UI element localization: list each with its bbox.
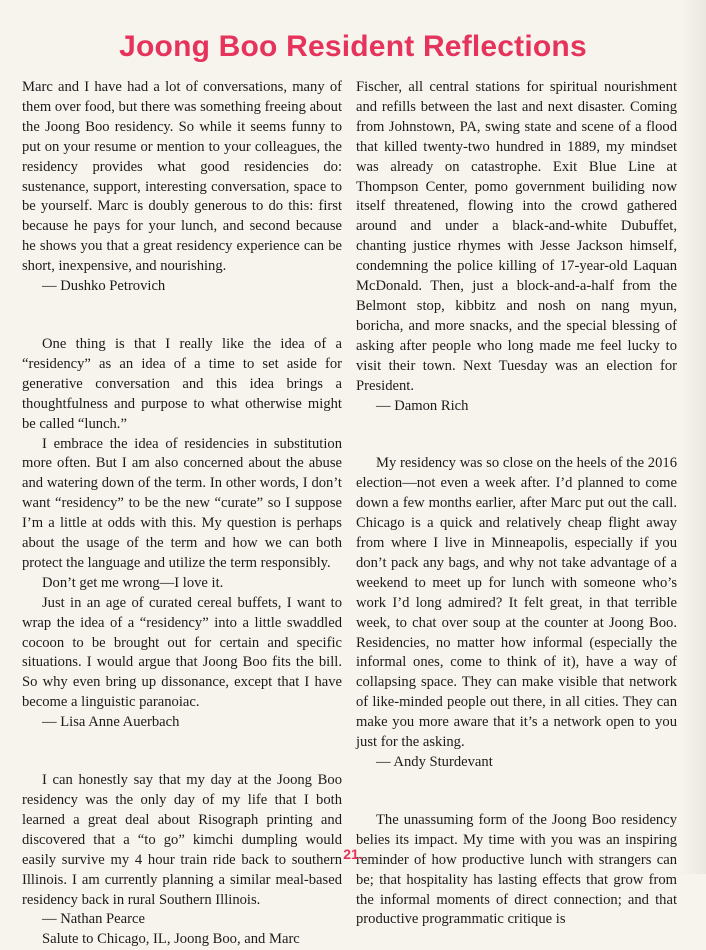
author-signature: — Lisa Anne Auerbach bbox=[42, 714, 180, 731]
author-signature: — Dushko Petrovich bbox=[42, 278, 166, 295]
reflection-paragraph: One thing is that I really like the idea of a “residency” as an idea of a time to set aside for generative conversation and this idea brings a thoughtfulness and purpose to what otherwise might be called “lunch.” bbox=[22, 335, 342, 432]
reflection-paragraph: My residency was so close on the heels of the 2016 election—not even a week after. I’d planned to come down a few months earlier, after Marc put out the call. Chicago is a quick and relatively cheap flight away from where I live in Minneapolis, especially if you don’t pack any bags, and why not take advantage of a weekend to meet up for lunch with someone who’s work I’d long admired? It felt great, in that terrible week, to chat over soup at the counter at Joong Boo. Residencies, no matter how informal (especially the informal ones, come to think of it), have a way of collapsing space. They can make visible that network of like-minded people out there, in all cities. They can make you more aware that it’s a network open to you just for the asking. bbox=[356, 455, 677, 751]
reflection-paragraph: The unassuming form of the Joong Boo residency belies its impact. My time with you was an inspiring reminder of how productive lunch with strangers can be; that hospitality has lasting effects that grow from the informal moments of direct connection; and that productive programmatic critique is bbox=[356, 811, 677, 928]
page-edge-shadow bbox=[680, 0, 706, 874]
reflection-paragraph: Salute to Chicago, IL, Joong Boo, and Marc bbox=[42, 931, 300, 948]
section-spacer bbox=[356, 416, 677, 454]
page-number: 21. bbox=[343, 846, 363, 862]
reflection-paragraph: Fischer, all central stations for spiritual nourishment and refills between the last and next disaster. Coming from Johnstown, PA, swing state and scene of a flood that killed twenty-two hundred in 1889, my mindset was already on catastrophe. Exit Blue Line at Thompson Center, pomo government builiding now itself threatened, flowing into the crowd gathered around and under a black-and-white Dubuffet, chanting justice rhymes with Jesse Jackson himself, condemning the police killing of 17-year-old Laquan McDonald. Then, just a block-and-a-half from the Belmont stop, kibbitz and nosh on nang myun, boricha, and more snacks, and the special blessing of asking after people who long made me feel lucky to visit their town. Next Tuesday was an election for President. bbox=[356, 79, 677, 394]
reflection-paragraph: Marc and I have had a lot of conversations, many of them over food, but there was something freeing about the Joong Boo residency. So while it seems funny to put on your resume or mention to your colleagues, the residency provides what good residencies do: sustenance, support, interesting conversation, space to be yourself. Marc is doubly generous to do this: first because he pays for your lunch, and second because he shows you that a great residency experience can be short, inexpensive, and nourishing. bbox=[22, 79, 342, 275]
reflection-paragraph: I can honestly say that my day at the Joong Boo residency was the only day of my life that I both learned a great deal about Risograph printing and discovered that a “to go” kimchi dumpling would easily survive my 4 hour train ride back to southern Illinois. I am currently planning a similar meal-based residency back in rural Southern Illinois. bbox=[22, 772, 342, 908]
reflection-paragraph: Don’t get me wrong—I love it. bbox=[42, 574, 224, 591]
right-column bbox=[356, 78, 677, 930]
page-title: Joong Boo Resident Reflections bbox=[119, 30, 587, 63]
section-spacer bbox=[22, 733, 342, 771]
reflection-paragraph: I embrace the idea of residencies in substitution more often. But I am also concerned about the abuse and watering down of the term. In other words, I don’t want “residency” to be the new “curate” so I suppose I’m a little at odds with this. My question is perhaps about the usage of the term and how we can both protect the language and utilize the term responsibly. bbox=[22, 435, 342, 571]
author-signature: — Nathan Pearce bbox=[42, 911, 145, 928]
author-signature: — Andy Sturdevant bbox=[376, 754, 493, 770]
reflection-paragraph: Just in an age of curated cereal buffets, I want to wrap the idea of a “residency” into a little swaddled cocoon to be brought out for certain and specific situations. I would argue that Joong Boo fits the bill. So why even bring up dissonance, except that I have become a linguistic paranoiac. bbox=[22, 594, 342, 711]
section-spacer bbox=[22, 297, 342, 335]
section-spacer bbox=[356, 773, 677, 811]
author-signature: — Damon Rich bbox=[376, 397, 469, 414]
left-column bbox=[22, 78, 342, 950]
